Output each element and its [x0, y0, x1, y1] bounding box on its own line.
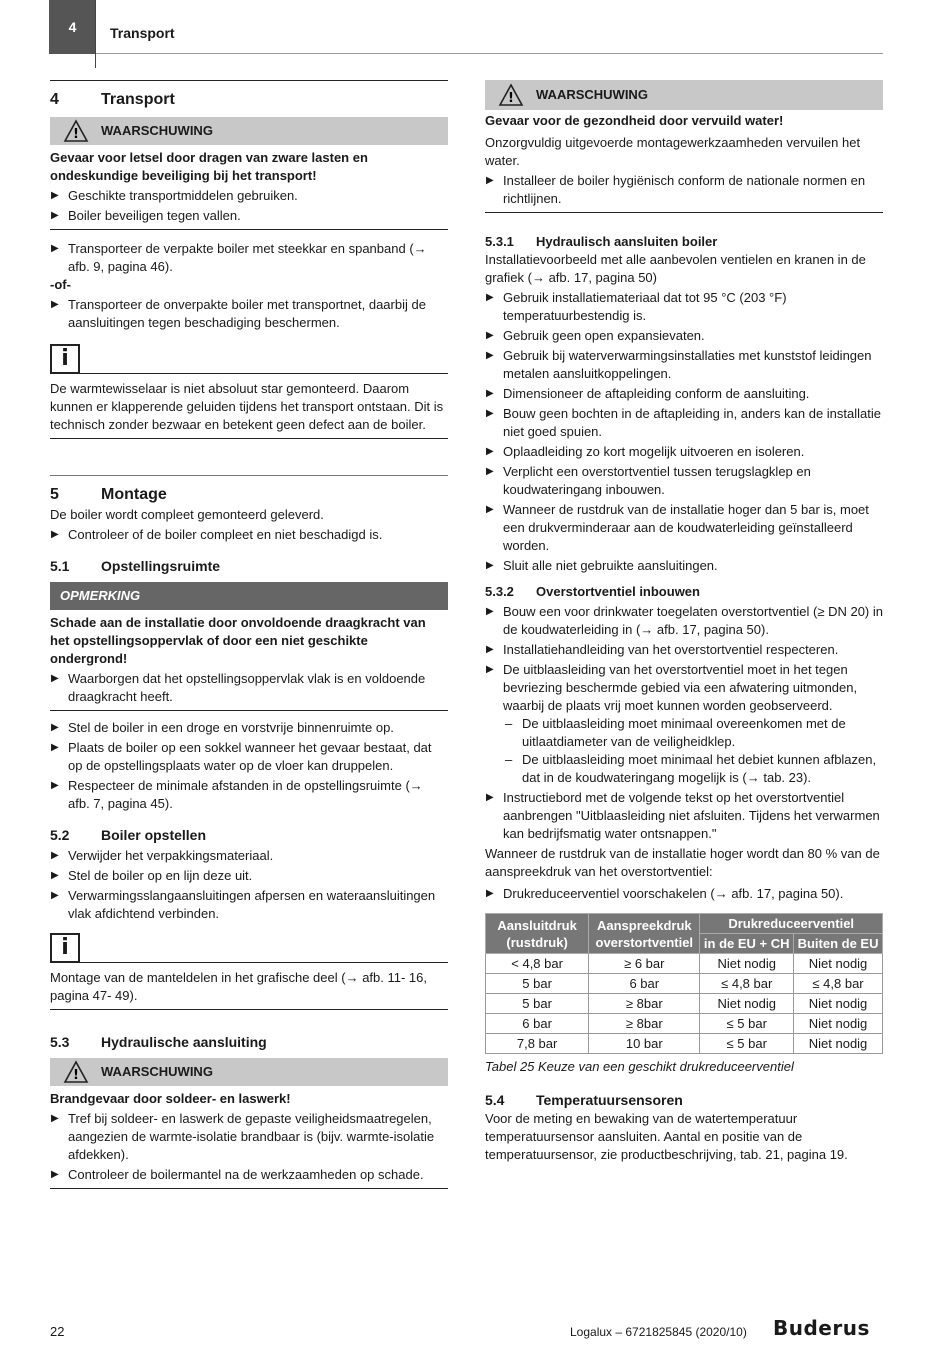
section-5-3-2-list-b [485, 789, 883, 843]
info-icon: i [50, 933, 80, 963]
list-item: ▶ Verwarmingsslangaansluitingen afpersen en wateraansluitingen vlak afdichtend verbinden. [50, 887, 448, 923]
buderus-logo: Buderus [773, 1316, 870, 1340]
list-item: ▶ Installatiehandleiding van het overstortventiel respecteren. [485, 641, 883, 659]
list-item: ▶ Transporteer de onverpakte boiler met transportnet, daarbij de aansluitingen tegen beschadiging beschermen. [50, 296, 448, 332]
section-5-3-2-list-a [485, 603, 883, 715]
warning-bar [50, 117, 448, 145]
note-text: Schade aan de installatie door onvoldoende draagkracht van het opstellingsoppervlak of door een niet geschikte ondergrond! [50, 615, 426, 666]
section-rule [50, 80, 448, 81]
table-cell: ≤ 5 bar [700, 1034, 794, 1054]
section-5-list [50, 526, 448, 544]
table-row [486, 1014, 883, 1034]
table-cell: 5 bar [486, 974, 589, 994]
table-cell: 6 bar [589, 974, 700, 994]
warning-icon [50, 1060, 101, 1084]
transport-list-b [50, 296, 448, 332]
table-header: Aansluitdruk (rustdruk) [486, 914, 589, 954]
table-cell: Niet nodig [794, 1034, 883, 1054]
warning-label: WAARSCHUWING [101, 1064, 213, 1079]
table-header: Buiten de EU [794, 934, 883, 954]
table-row [486, 1034, 883, 1054]
info-box-header [50, 344, 448, 374]
table-cell: ≥ 8bar [589, 994, 700, 1014]
section-rule [50, 1188, 448, 1189]
list-item: ▶ Boiler beveiligen tegen vallen. [50, 207, 448, 225]
table-row [486, 994, 883, 1014]
list-item: ▶ Oplaadleiding zo kort mogelijk uitvoeren en isoleren. [485, 443, 883, 461]
section-5-3-2-list-c [485, 885, 883, 903]
list-item: ▶ Controleer de boilermantel na de werkzaamheden op schade. [50, 1166, 448, 1184]
section-rule [485, 212, 883, 213]
list-item: – De uitblaasleiding moet minimaal overeenkomen met de uitlaatdiameter van de veiligheidklep. [485, 715, 883, 751]
list-item: ▶ Waarborgen dat het opstellingsoppervlak vlak is en voldoende draagkracht heeft. [50, 670, 448, 706]
page-number: 22 [50, 1324, 65, 1339]
warning-bar [485, 80, 883, 110]
warning-text: Gevaar voor de gezondheid door vervuild water! [485, 113, 784, 128]
section-5-3-2-dash-list [485, 715, 883, 787]
section-5-2-heading: 5.2 Boiler opstellen [50, 827, 207, 843]
info-box-header [50, 933, 448, 963]
table-row [486, 954, 883, 974]
list-item: ▶ Tref bij soldeer- en laswerk de gepaste veiligheidsmaatregelen, aangezien de warmte-isolatie brandbaar is (bijv. warmte-isolatie afdekken). [50, 1110, 448, 1164]
list-item: ▶ Gebruik geen open expansievaten. [485, 327, 883, 345]
section-5-intro: De boiler wordt compleet gemonteerd geleverd. [50, 507, 324, 522]
left-column [50, 80, 448, 1189]
section-rule [50, 1009, 448, 1010]
header-rule [96, 53, 883, 54]
section-5-3-1-list [485, 289, 883, 575]
warning-icon [485, 83, 536, 107]
section-rule [50, 475, 448, 476]
svg-text:!: ! [72, 127, 79, 142]
list-item: ▶ Sluit alle niet gebruikte aansluitingen. [485, 557, 883, 575]
warning-label: WAARSCHUWING [536, 87, 648, 102]
document-id: Logalux – 6721825845 (2020/10) [570, 1325, 747, 1339]
section-5-2-list [50, 847, 448, 923]
svg-text:!: ! [72, 1068, 79, 1083]
pressure-reducer-table [485, 913, 883, 1054]
table-header: Drukreduceerventiel [700, 914, 883, 934]
section-5-3-1-heading: 5.3.1 Hydraulisch aansluiten boiler [485, 234, 718, 249]
svg-text:!: ! [507, 91, 514, 106]
warning-text: Brandgevaar door soldeer- en laswerk! [50, 1091, 291, 1106]
list-item: ▶ De uitblaasleiding van het overstortventiel moet in het tegen bevriezing beschermde gebied via een afwatering uitmonden, waarbij de plaats vrij moet kunnen worden geobserveerd. [485, 661, 883, 715]
table-cell: Niet nodig [700, 954, 794, 974]
section-5-3-1-intro: Installatievoorbeeld met alle aanbevolen ventielen en kranen in de grafiek (→ afb. 17, pagina 50) [485, 252, 866, 285]
table-cell: Niet nodig [794, 1014, 883, 1034]
table-cell: 5 bar [486, 994, 589, 1014]
warning-list [50, 1110, 448, 1184]
warning-bar [50, 1058, 448, 1086]
section-4-heading: 4 Transport [50, 91, 175, 108]
section-rule [50, 710, 448, 711]
section-5-1-heading: 5.1 Opstellingsruimte [50, 558, 221, 574]
table-cell: ≤ 5 bar [700, 1014, 794, 1034]
list-item: ▶ Verwijder het verpakkingsmateriaal. [50, 847, 448, 865]
table-cell: < 4,8 bar [486, 954, 589, 974]
list-item: ▶ Bouw geen bochten in de aftapleiding in, anders kan de installatie niet goed spuien. [485, 405, 883, 441]
list-item: ▶ Instructiebord met de volgende tekst op het overstortventiel aanbrengen "Uitblaasleiding niet afsluiten. Tijdens het verwarmen kan bedrijfsmatig water ontsnappen." [485, 789, 883, 843]
or-separator: -of- [50, 277, 71, 292]
section-5-3-2-text: Wanneer de rustdruk van de installatie hoger wordt dan 80 % van de aanspreekdruk van het overstortventiel: [485, 846, 880, 879]
table-caption: Tabel 25 Keuze van een geschikt drukreduceerventiel [485, 1059, 794, 1074]
list-item: ▶ Dimensioneer de aftapleiding conform de aansluiting. [485, 385, 883, 403]
list-item: ▶ Drukreduceerventiel voorschakelen (→ afb. 17, pagina 50). [485, 885, 883, 903]
list-item: ▶ Stel de boiler in een droge en vorstvrije binnenruimte op. [50, 719, 448, 737]
table-cell: ≥ 8bar [589, 1014, 700, 1034]
table-cell: ≤ 4,8 bar [794, 974, 883, 994]
section-rule [50, 438, 448, 439]
list-item: – De uitblaasleiding moet minimaal het debiet kunnen afblazen, dat in de koudwateringang mogelijk is (→ tab. 23). [485, 751, 883, 787]
table-row [486, 974, 883, 994]
info-text: De warmtewisselaar is niet absoluut star gemonteerd. Daarom kunnen er klapperende geluiden tijdens het transport ontstaan. Dit is technisch zonder bezwaar en betekent geen defect aan de boiler. [50, 381, 444, 432]
note-bar: OPMERKING [50, 582, 448, 610]
warning-icon [50, 119, 101, 143]
right-column [485, 80, 883, 1164]
list-item: ▶ Geschikte transportmiddelen gebruiken. [50, 187, 448, 205]
list-item: ▶ Respecteer de minimale afstanden in de opstellingsruimte (→ afb. 7, pagina 45). [50, 777, 448, 813]
chapter-tab: 4 [49, 0, 96, 54]
section-5-1-list [50, 719, 448, 813]
section-5-3-heading: 5.3 Hydraulische aansluiting [50, 1034, 267, 1050]
list-item: ▶ Stel de boiler op en lijn deze uit. [50, 867, 448, 885]
list-item: ▶ Transporteer de verpakte boiler met steekkar en spanband (→ afb. 9, pagina 46). [50, 240, 448, 276]
list-item: ▶ Installeer de boiler hygiënisch conform de nationale normen en richtlijnen. [485, 172, 883, 208]
table-cell: Niet nodig [700, 994, 794, 1014]
list-item: ▶ Wanneer de rustdruk van de installatie hoger dan 5 bar is, moet een drukverminderaar aan de koudwaterleiding geïnstalleerd worden. [485, 501, 883, 555]
chapter-title: Transport [110, 25, 175, 41]
section-5-heading: 5 Montage [50, 486, 167, 503]
warning-body: Onzorgvuldig uitgevoerde montagewerkzaamheden vervuilen het water. [485, 135, 861, 168]
table-cell: ≤ 4,8 bar [700, 974, 794, 994]
warning-text: Gevaar voor letsel door dragen van zware lasten en ondeskundige beveiliging bij het transport! [50, 150, 368, 183]
list-item: ▶ Gebruik bij waterverwarmingsinstallaties met kunststof leidingen metalen aansluitkoppelingen. [485, 347, 883, 383]
warning-list [50, 187, 448, 225]
table-cell: 6 bar [486, 1014, 589, 1034]
info-text: Montage van de manteldelen in het grafische deel (→ afb. 11- 16, pagina 47- 49). [50, 970, 427, 1003]
list-item: ▶ Controleer of de boiler compleet en niet beschadigd is. [50, 526, 448, 544]
table-cell: 7,8 bar [486, 1034, 589, 1054]
section-5-4-text: Voor de meting en bewaking van de watertemperatuur temperatuursensor aansluiten. Aantal en positie van de temperatuursensor, zie productbeschrijving, tab. 21, pagina 19. [485, 1111, 848, 1162]
table-header: in de EU + CH [700, 934, 794, 954]
transport-list-a [50, 240, 448, 276]
table-cell: 10 bar [589, 1034, 700, 1054]
section-rule [50, 229, 448, 230]
list-item: ▶ Verplicht een overstortventiel tussen terugslagklep en koudwateringang inbouwen. [485, 463, 883, 499]
header-divider [95, 0, 96, 68]
note-list [50, 670, 448, 706]
list-item: ▶ Gebruik installatiemateriaal dat tot 95 °C (203 °F) temperatuurbestendig is. [485, 289, 883, 325]
table-cell: Niet nodig [794, 954, 883, 974]
warning-label: WAARSCHUWING [101, 123, 213, 138]
list-item: ▶ Plaats de boiler op een sokkel wanneer het gevaar bestaat, dat op de opstellingsplaats water op de vloer kan druppelen. [50, 739, 448, 775]
section-5-3-2-heading: 5.3.2 Overstortventiel inbouwen [485, 584, 700, 599]
table-header: Aanspreekdruk overstortventiel [589, 914, 700, 954]
table-cell: Niet nodig [794, 994, 883, 1014]
section-5-4-heading: 5.4 Temperatuursensoren [485, 1092, 683, 1108]
info-icon: i [50, 344, 80, 374]
list-item: ▶ Bouw een voor drinkwater toegelaten overstortventiel (≥ DN 20) in de koudwaterleiding in (→ afb. 17, pagina 50). [485, 603, 883, 639]
table-cell: ≥ 6 bar [589, 954, 700, 974]
warning-list [485, 172, 883, 208]
